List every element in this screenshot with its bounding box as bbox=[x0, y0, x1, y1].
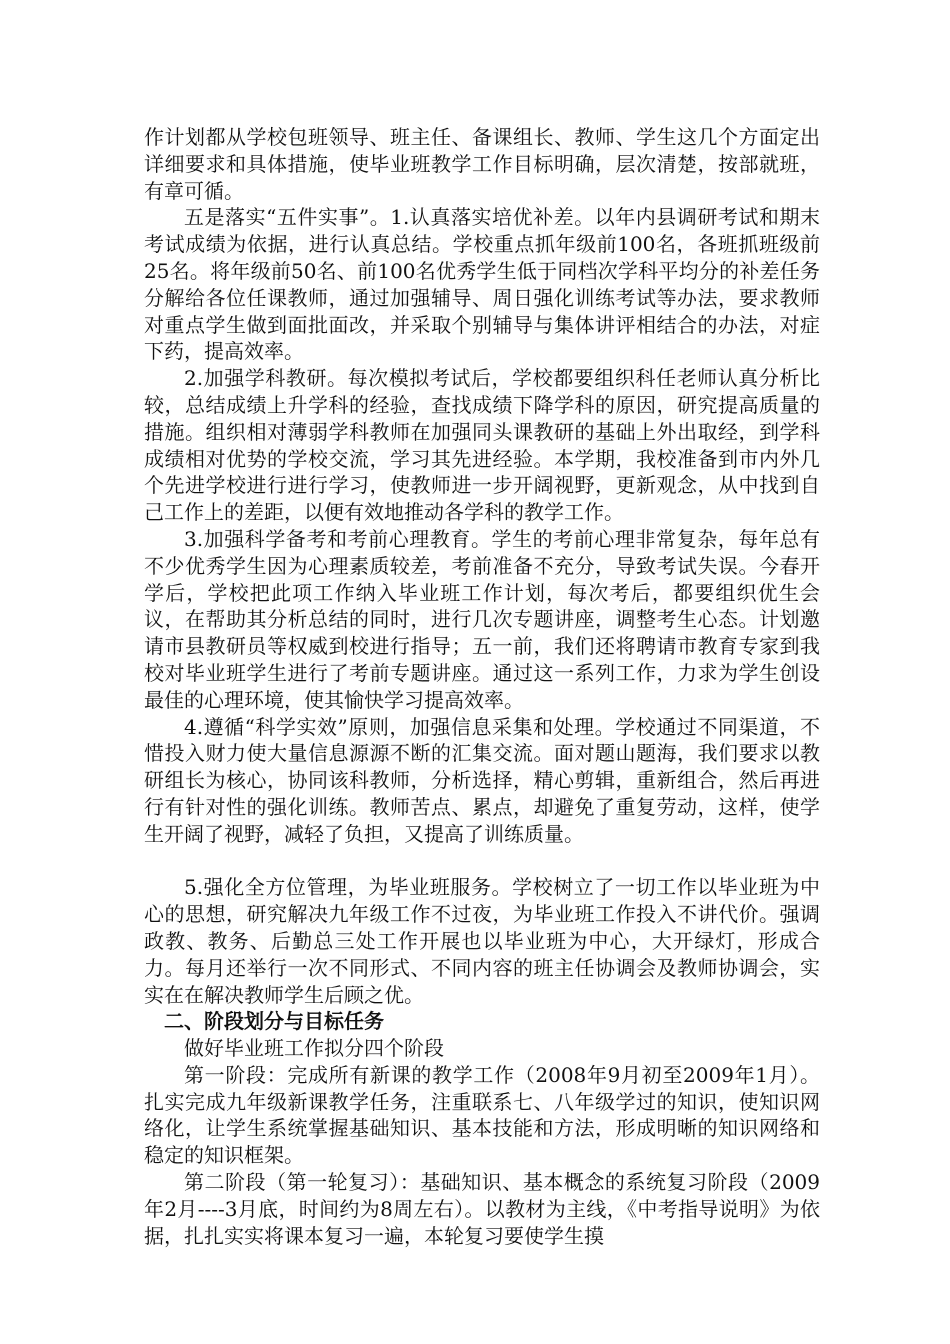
paragraph-exam-psychology: 3.加强科学备考和考前心理教育。学生的考前心理非常复杂，每年总有不少优秀学生因为心理素质较差，考前准备不充分，导致考试失误。今春开学后，学校把此项工作纳入毕业班工作计划，每次考后，都要组织优生会议，在帮助其分析总结的同时，进行几次专题讲座，调整考生心态。计划邀请市县教研员等权威到校进行指导；五一前，我们还将聘请市教育专家到我校对毕业班学生进行了考前专题讲座。通过这一系列工作，力求为学生创设最佳的心理环境，使其愉快学习提高效率。 bbox=[144, 526, 820, 712]
paragraph-subject-research: 2.加强学科教研。每次模拟考试后，学校都要组织科任老师认真分析比较，总结成绩上升学科的经验，查找成绩下降学科的原因，研究提高质量的措施。组织相对薄弱学科教师在加强同头课教研的基础上外出取经，到学科成绩相对优势的学校交流，学习其先进经验。本学期，我校准备到市内外几个先进学校进行进行学习，使教师进一步开阔视野，更新观念，从中找到自己工作上的差距，以便有效地推动各学科的教学工作。 bbox=[144, 366, 820, 525]
paragraph-four-stages: 做好毕业班工作拟分四个阶段 bbox=[184, 1036, 444, 1061]
paragraph-five-tasks: 五是落实“五件实事”。1.认真落实培优补差。以年内县调研考试和期末考试成绩为依据，进行认真总结。学校重点抓年级前100名，各班抓班级前25名。将年级前50名、前100名优秀学生低于同档次学科平均分的补差任务分解给各位任课教师，通过加强辅导、周日强化训练考试等办法，要求教师对重点学生做到面批面改，并采取个别辅导与集体讲评相结合的办法，对症下药，提高效率。 bbox=[144, 205, 820, 364]
paragraph-stage-one: 第一阶段：完成所有新课的教学工作（2008年9月初至2009年1月）。扎实完成九年级新课教学任务，注重联系七、八年级学过的知识，使知识网络化，让学生系统掌握基础知识、基本技能和方法，形成明晰的知识网络和稳定的知识框架。 bbox=[144, 1062, 820, 1168]
document-body bbox=[144, 124, 820, 1249]
paragraph-plan-continuation: 作计划都从学校包班领导、班主任、备课组长、教师、学生这几个方面定出详细要求和具体措施，使毕业班教学工作目标明确，层次清楚，按部就班，有章可循。 bbox=[144, 125, 820, 203]
paragraph-stage-two: 第二阶段（第一轮复习）：基础知识、基本概念的系统复习阶段（2009年2月----3月底，时间约为8周左右）。以教材为主线，《中考指导说明》为依据，扎扎实实将课本复习一遍，本轮复习要使学生摸 bbox=[144, 1170, 820, 1248]
section-heading: 二、阶段划分与目标任务 bbox=[164, 1009, 384, 1034]
paragraph-spacer bbox=[144, 848, 820, 875]
paragraph-information-collection: 4.遵循“科学实效”原则，加强信息采集和处理。学校通过不同渠道，不惜投入财力使大量信息源源不断的汇集交流。面对题山题海，我们要求以教研组长为核心，协同该科教师，分析选择，精心剪辑，重新组合，然后再进行有针对性的强化训练。教师苦点、累点，却避免了重复劳动，这样，使学生开阔了视野，减轻了负担，又提高了训练质量。 bbox=[144, 714, 820, 846]
paragraph-comprehensive-management: 5.强化全方位管理，为毕业班服务。学校树立了一切工作以毕业班为中心的思想，研究解决九年级工作不过夜，为毕业班工作投入不讲代价。强调政教、教务、后勤总三处工作开展也以毕业班为中心，大开绿灯，形成合力。每月还举行一次不同形式、不同内容的班主任协调会及教师协调会，实实在在解决教师学生后顾之优。 bbox=[144, 875, 820, 1007]
